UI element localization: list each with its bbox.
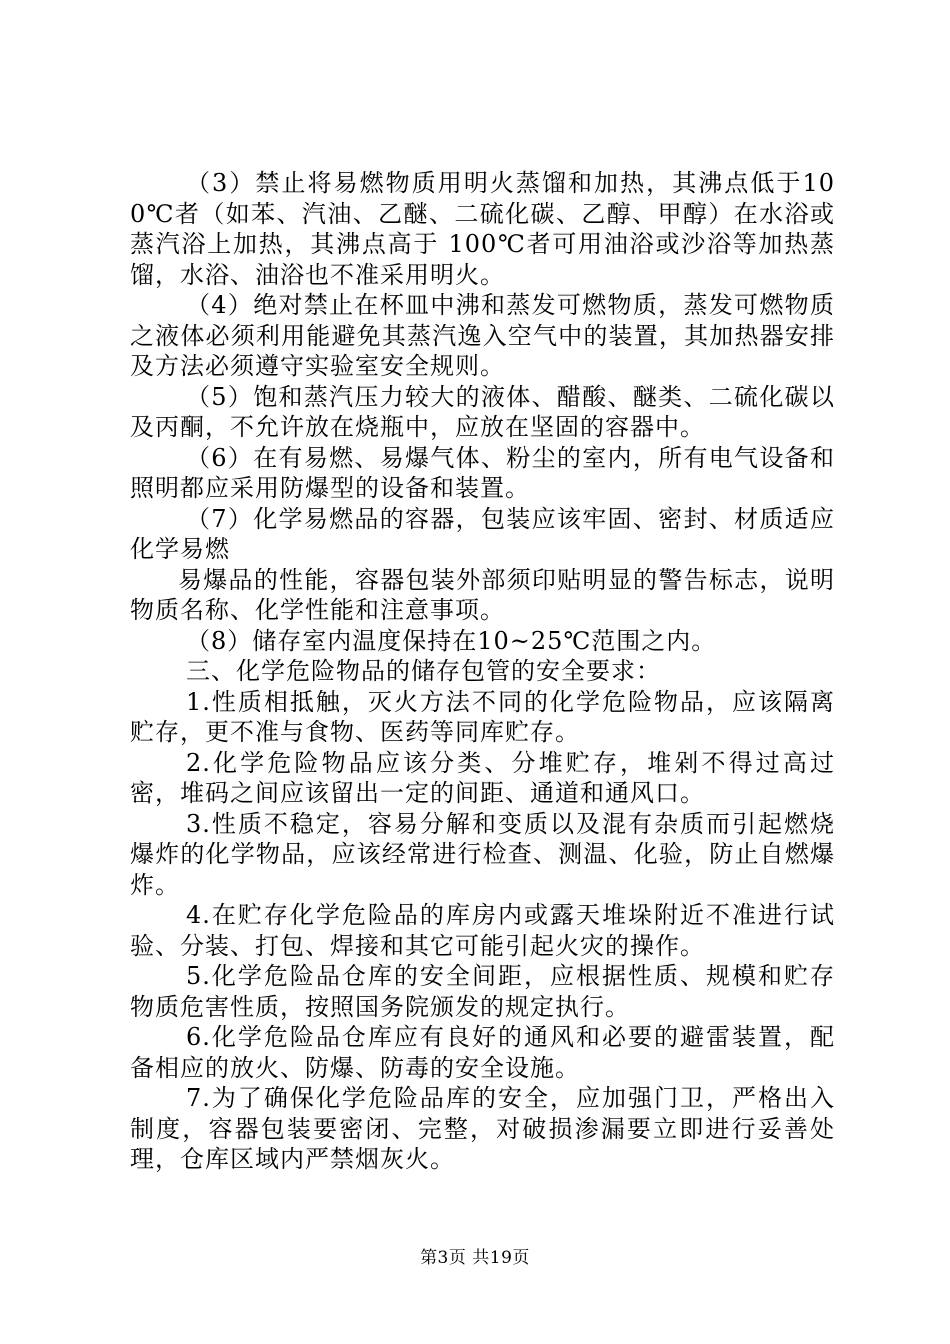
paragraph-item-8: （8）储存室内温度保持在10~25℃范围之内。 xyxy=(186,626,717,655)
paragraph-item-7-continued: 易爆品的性能，容器包装外部须印贴明显的警告标志，说明物质名称、化学性能和注意事项。 xyxy=(130,565,835,624)
paragraph-item-4: （4）绝对禁止在杯皿中沸和蒸发可燃物质，蒸发可燃物质之液体必须利用能避免其蒸汽逸入空气中的装置，其加热器安排及方法必须遵守实验室安全规则。 xyxy=(130,291,835,380)
paragraph-rule-3: 3.性质不稳定，容易分解和变质以及混有杂质而引起燃烧爆炸的化学物品，应该经常进行检查、测温、化验，防止自燃爆炸。 xyxy=(130,809,835,899)
paragraph-item-6: （6）在有易燃、易爆气体、粉尘的室内，所有电气设备和照明都应采用防爆型的设备和装置。 xyxy=(130,443,835,502)
document-body xyxy=(130,168,835,1175)
paragraph-rule-2: 2.化学危险物品应该分类、分堆贮存，堆剁不得过高过密，堆码之间应该留出一定的间距、通道和通风口。 xyxy=(130,748,835,807)
paragraph-rule-6: 6.化学危险品仓库应有良好的通风和必要的避雷装置，配备相应的放火、防爆、防毒的安全设施。 xyxy=(130,1023,835,1082)
page-number: 第3页 共19页 xyxy=(420,1248,530,1268)
paragraph-item-3: （3）禁止将易燃物质用明火蒸馏和加热，其沸点低于100℃者（如苯、汽油、乙醚、二硫化碳、乙醇、甲醇）在水浴或蒸汽浴上加热，其沸点高于 100℃者可用油浴或沙浴等加热蒸馏，水浴、油浴也不准采用明火。 xyxy=(130,169,835,289)
section-heading-3: 三、化学危险物品的储存包管的安全要求： xyxy=(186,657,661,685)
page-footer xyxy=(0,1243,950,1268)
paragraph-rule-1: 1.性质相抵触，灭火方法不同的化学危险物品，应该隔离贮存，更不准与食物、医药等同库贮存。 xyxy=(130,687,835,746)
paragraph-item-7: （7）化学易燃品的容器，包装应该牢固、密封、材质适应化学易燃 xyxy=(130,504,835,563)
paragraph-item-5: （5）饱和蒸汽压力较大的液体、醋酸、醚类、二硫化碳以及丙酮，不允许放在烧瓶中，应放在坚固的容器中。 xyxy=(130,382,835,441)
paragraph-rule-4: 4.在贮存化学危险品的库房内或露天堆垛附近不准进行试验、分装、打包、焊接和其它可能引起火灾的操作。 xyxy=(130,901,835,960)
paragraph-rule-7: 7.为了确保化学危险品库的安全，应加强门卫，严格出入制度，容器包装要密闭、完整，对破损渗漏要立即进行妥善处理，仓库区域内严禁烟灰火。 xyxy=(130,1084,835,1173)
paragraph-rule-5: 5.化学危险品仓库的安全间距，应根据性质、规模和贮存物质危害性质，按照国务院颁发的规定执行。 xyxy=(130,962,835,1021)
